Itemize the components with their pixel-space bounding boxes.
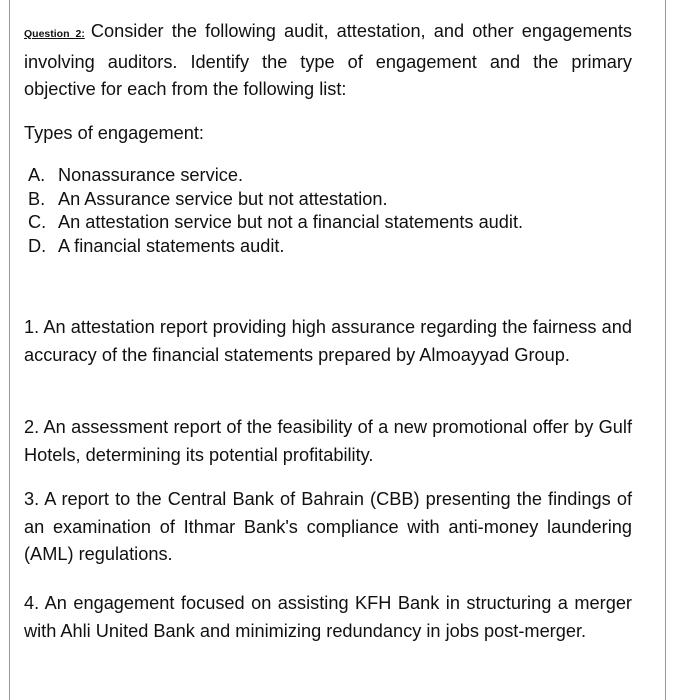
type-letter: B. bbox=[28, 188, 46, 209]
scenario-4: 4. An engagement focused on assisting KFH Bank in structuring a merger with Ahli United Bank and minimizing redundancy in jobs post-merger. bbox=[24, 593, 632, 641]
type-item-b bbox=[28, 188, 523, 212]
type-letter: A. bbox=[28, 165, 46, 185]
type-item-d bbox=[28, 235, 523, 259]
types-list bbox=[28, 164, 523, 258]
scenario-1: 1. An attestation report providing high assurance regarding the fairness and accuracy of the financial statements prepared by Almoayyad Group. bbox=[24, 317, 632, 365]
question-label: Question 2: bbox=[24, 28, 85, 40]
type-text: A financial statements audit. bbox=[58, 235, 285, 256]
type-item-c bbox=[28, 211, 523, 235]
document-content bbox=[24, 18, 632, 641]
scenario-2: 2. An assessment report of the feasibility of a new promotional offer by Gulf Hotels, determining its potential profitability. bbox=[24, 417, 632, 465]
type-letter: C. bbox=[28, 212, 47, 232]
type-text: Nonassurance service. bbox=[58, 165, 243, 185]
type-text: An Assurance service but not attestation. bbox=[58, 188, 388, 209]
type-item-a bbox=[28, 164, 523, 188]
question-intro: Consider the following audit, attestation, and other engagements involving auditors. Identify the type of engagement and the primary objective for each from the following list: bbox=[24, 21, 632, 99]
types-heading: Types of engagement: bbox=[24, 123, 204, 143]
type-text: An attestation service but not a financial statements audit. bbox=[58, 212, 524, 232]
left-border-line bbox=[9, 0, 10, 700]
scenario-3: 3. A report to the Central Bank of Bahrain (CBB) presenting the findings of an examination of Ithmar Bank's compliance with anti-money laundering (AML) regulations. bbox=[24, 489, 632, 564]
question-paragraph bbox=[24, 18, 632, 104]
type-letter: D. bbox=[28, 235, 47, 256]
right-border-line bbox=[665, 0, 666, 700]
